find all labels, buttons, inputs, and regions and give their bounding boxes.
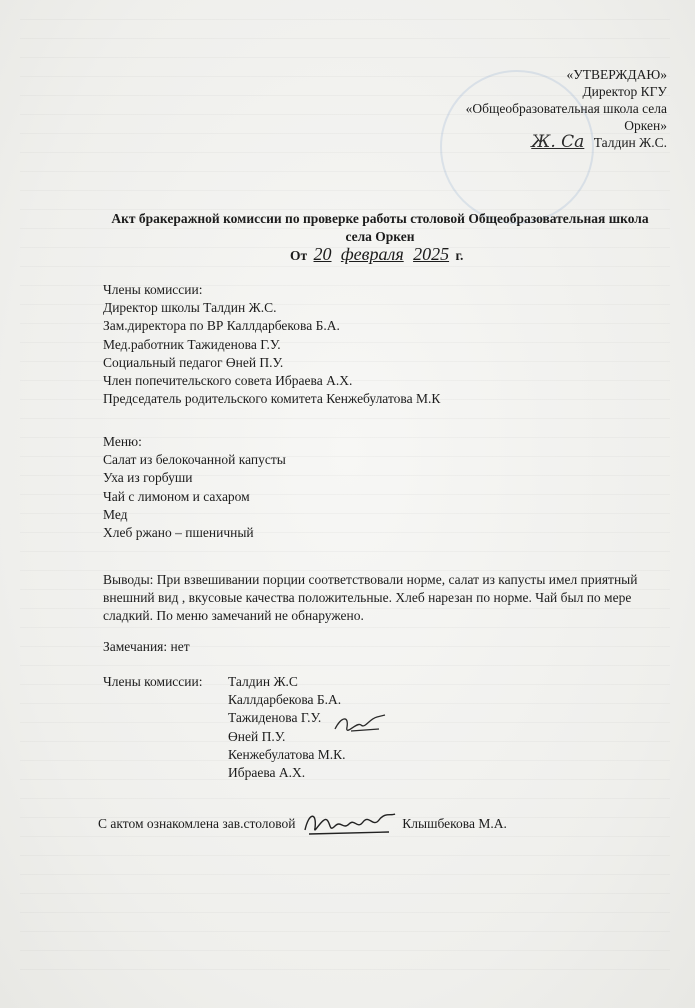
approval-heading: «УТВЕРЖДАЮ»	[566, 67, 667, 82]
menu-item: Уха из горбуши	[103, 470, 193, 486]
approval-signature-row	[367, 134, 667, 151]
approval-signer: Талдин Ж.С.	[593, 135, 667, 150]
menu-item: Салат из белокочанной капусты	[103, 452, 286, 468]
remarks-line: Замечания: нет	[103, 639, 190, 654]
director-signature: Ж. Са	[531, 132, 585, 152]
acknowledgement-line	[98, 806, 507, 842]
canteen-head-signature	[299, 806, 399, 842]
acknowledgement-text: С актом ознакомлена зав.столовой	[98, 816, 296, 831]
signer-name: Ибраева А.Х.	[228, 765, 306, 781]
member-signature	[331, 711, 389, 741]
approval-block	[367, 66, 667, 151]
menu-item: Чай с лимоном и сахаром	[103, 488, 250, 504]
menu-item: Мед	[103, 506, 128, 522]
signer-name: Өней П.У.	[228, 728, 286, 744]
signer-name: Талдин Ж.С	[228, 674, 298, 689]
member-item: Зам.директора по ВР Каллдарбекова Б.А.	[103, 318, 340, 334]
signer-name: Каллдарбекова Б.А.	[228, 692, 342, 708]
signers-names	[228, 673, 346, 782]
acknowledgement-name: Клышбекова М.А.	[402, 816, 507, 831]
member-item: Председатель родительского комитета Кенжебулатова М.К	[103, 391, 441, 407]
member-item: Социальный педагог Өней П.У.	[103, 354, 284, 370]
member-item: Директор школы Талдин Ж.С.	[103, 300, 277, 316]
date-suffix: г.	[455, 248, 464, 263]
signer-name: Кенжебулатова М.К.	[228, 746, 346, 762]
document-title: Акт бракеражной комиссии по проверке работы столовой Общеобразовательная школа села Оркен	[111, 211, 649, 244]
approval-position: Директор КГУ	[582, 84, 667, 99]
date-year: 2025	[413, 244, 450, 264]
date-prefix: От	[290, 248, 308, 263]
member-item: Мед.работник Тажиденова Г.У.	[103, 336, 281, 352]
members-list	[103, 281, 440, 408]
signer-name: Тажиденова Г.У.	[228, 710, 322, 726]
conclusion-paragraph: Выводы: При взвешивании порции соответствовали норме, салат из капусты имел приятный внешний вид , вкусовые качества положительные. Хлеб нарезан по норме. Чай был по мере сладкий. По меню замечаний не обнаружено.	[103, 572, 638, 624]
date-month: февраля	[340, 244, 404, 264]
signers-label: Члены комиссии:	[103, 674, 203, 689]
approval-org-line1: «Общеобразовательная школа села	[465, 101, 667, 116]
date-day: 20	[313, 244, 332, 264]
menu-item: Хлеб ржано – пшеничный	[103, 525, 254, 541]
member-item: Член попечительского совета Ибраева А.Х.	[103, 373, 353, 389]
document-date	[290, 244, 463, 265]
members-heading: Члены комиссии:	[103, 282, 203, 297]
approval-org-line2: Оркен»	[624, 118, 667, 133]
menu-list	[103, 433, 286, 542]
menu-heading: Меню:	[103, 434, 142, 449]
